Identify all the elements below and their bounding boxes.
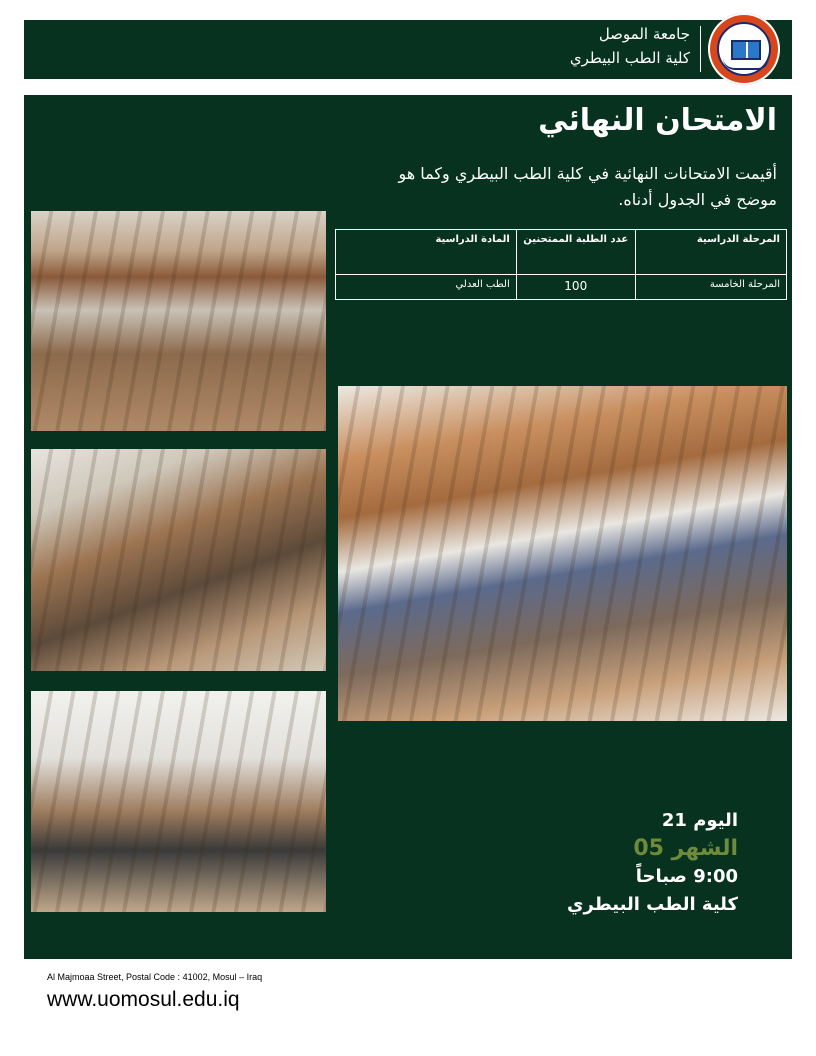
exam-time: 9:00 صباحاً bbox=[635, 866, 738, 887]
cell-count: 100 bbox=[516, 275, 635, 300]
cell-subject: الطب العدلي bbox=[336, 275, 517, 300]
exam-month: الشهر 05 bbox=[633, 836, 738, 861]
footer-website[interactable]: www.uomosul.edu.iq bbox=[47, 988, 240, 1011]
exam-table bbox=[335, 229, 787, 300]
announcement-panel bbox=[24, 95, 792, 959]
exam-hall-photo bbox=[31, 211, 326, 431]
exam-hall-photo bbox=[31, 449, 326, 671]
column-header-count: عدد الطلبة الممتحنين bbox=[516, 230, 635, 275]
exam-hall-photo bbox=[31, 691, 326, 912]
footer-address: Al Majmoaa Street, Postal Code : 41002, Mosul – Iraq bbox=[47, 972, 263, 982]
cell-stage: المرحلة الخامسة bbox=[635, 275, 786, 300]
exam-day: اليوم 21 bbox=[661, 810, 738, 831]
schedule-info bbox=[567, 807, 738, 919]
column-header-stage: المرحلة الدراسية bbox=[635, 230, 786, 275]
university-name: جامعة الموصل bbox=[598, 25, 690, 43]
announcement-title: الامتحان النهائي bbox=[538, 103, 777, 138]
university-logo-icon bbox=[708, 13, 780, 85]
exam-location: كلية الطب البيطري bbox=[567, 894, 738, 915]
header-divider bbox=[700, 26, 701, 72]
page-header bbox=[24, 20, 792, 79]
table-header-row bbox=[336, 230, 787, 275]
table-row bbox=[336, 275, 787, 300]
exam-hall-photo bbox=[338, 386, 787, 721]
college-name: كلية الطب البيطري bbox=[569, 49, 690, 67]
announcement-description: أقيمت الامتحانات النهائية في كلية الطب البيطري وكما هو موضح في الجدول أدناه. bbox=[398, 164, 777, 209]
column-header-subject: المادة الدراسية bbox=[336, 230, 517, 275]
